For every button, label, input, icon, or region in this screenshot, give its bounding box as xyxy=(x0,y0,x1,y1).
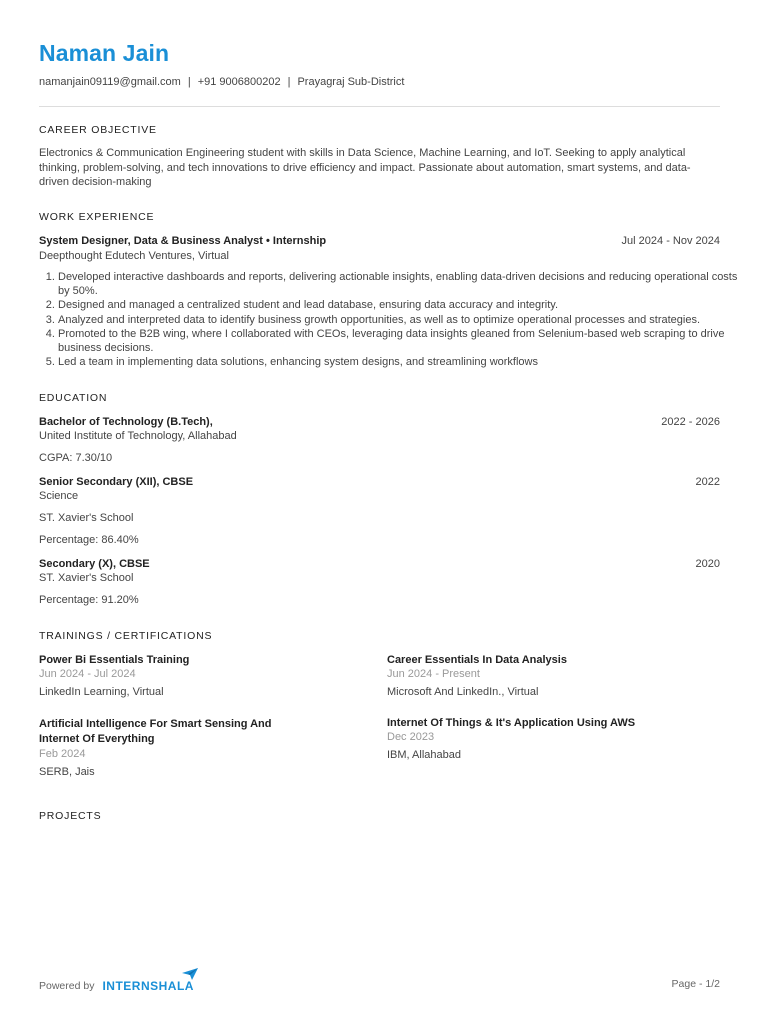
footer-powered-by xyxy=(39,979,194,993)
xii-degree: Senior Secondary (XII), CBSE xyxy=(39,476,194,488)
location: Prayagraj Sub-District xyxy=(297,76,405,88)
header-divider xyxy=(39,106,720,107)
training-org: SERB, Jais xyxy=(39,766,95,778)
email[interactable]: namanjain09119@gmail.com xyxy=(39,76,181,88)
section-title-career: CAREER OBJECTIVE xyxy=(39,124,157,136)
xii-stream: Science xyxy=(39,490,79,502)
candidate-name: Naman Jain xyxy=(39,40,170,66)
separator: | xyxy=(187,76,191,88)
section-title-education: EDUCATION xyxy=(39,392,108,404)
xii-school: ST. Xavier's School xyxy=(39,512,134,524)
btech-years: 2022 - 2026 xyxy=(661,416,720,428)
training-dates: Jun 2024 - Present xyxy=(387,668,480,680)
brand-part-a: INTERN xyxy=(102,979,151,993)
paper-plane-icon xyxy=(182,968,198,980)
internshala-logo[interactable] xyxy=(102,979,194,993)
training-dates: Feb 2024 xyxy=(39,748,86,760)
career-objective-text: Electronics & Communication Engineering student with skills in Data Science, Machine Learning, and IoT. Seeking to apply analytical thinking, problem-solving, and tech innovations to drive efficiency and impact. Passionate about automation, smart systems, and data-driven decision-making xyxy=(39,147,691,188)
training-dates: Jun 2024 - Jul 2024 xyxy=(39,668,136,680)
work-dates: Jul 2024 - Nov 2024 xyxy=(621,235,720,247)
btech-score: CGPA: 7.30/10 xyxy=(39,452,113,464)
training-name: Power Bi Essentials Training xyxy=(39,654,190,666)
separator: | xyxy=(287,76,291,88)
page-number: Page - 1/2 xyxy=(671,978,720,990)
list-item: 4. Promoted to the B2B wing, where I collaborated with CEOs, leveraging data insights gleaned from Selenium-based web scraping to drive business decisions. xyxy=(58,327,739,355)
section-title-projects: PROJECTS xyxy=(39,810,102,822)
work-bullets xyxy=(39,270,739,369)
training-item xyxy=(39,654,339,698)
training-org: IBM, Allahabad xyxy=(387,749,461,761)
training-item xyxy=(387,654,717,698)
training-dates: Dec 2023 xyxy=(387,731,435,743)
powered-by-label: Powered by xyxy=(39,980,95,992)
contact-line xyxy=(39,76,404,88)
training-name: Internet Of Things & It's Application Using AWS xyxy=(387,717,636,729)
training-org: Microsoft And LinkedIn., Virtual xyxy=(387,686,539,698)
training-name: Career Essentials In Data Analysis xyxy=(387,654,567,666)
phone[interactable]: +91 9006800202 xyxy=(197,76,281,88)
section-title-work: WORK EXPERIENCE xyxy=(39,211,155,223)
section-title-trainings: TRAININGS / CERTIFICATIONS xyxy=(39,630,213,642)
training-name: Artificial Intelligence For Smart Sensing And Internet Of Everything xyxy=(39,718,272,745)
x-degree: Secondary (X), CBSE xyxy=(39,558,150,570)
xii-score: Percentage: 86.40% xyxy=(39,534,139,546)
x-year: 2020 xyxy=(695,558,720,570)
training-org: LinkedIn Learning, Virtual xyxy=(39,686,164,698)
x-score: Percentage: 91.20% xyxy=(39,594,139,606)
training-item xyxy=(39,717,289,778)
btech-degree: Bachelor of Technology (B.Tech), xyxy=(39,416,213,428)
list-item: 5. Led a team in implementing data solutions, enhancing system designs, and streamlining workflows xyxy=(58,355,739,369)
work-company: Deepthought Edutech Ventures, Virtual xyxy=(39,250,229,262)
brand-part-b: SHALA xyxy=(150,979,194,993)
x-school: ST. Xavier's School xyxy=(39,572,134,584)
btech-school: United Institute of Technology, Allahabad xyxy=(39,430,237,442)
training-item xyxy=(387,717,717,761)
xii-year: 2022 xyxy=(695,476,720,488)
list-item: 2. Designed and managed a centralized student and lead database, ensuring data accuracy and integrity. xyxy=(58,298,739,312)
work-role: System Designer, Data & Business Analyst • Internship xyxy=(39,235,327,247)
list-item: 1. Developed interactive dashboards and reports, delivering actionable insights, enabling data-driven decisions and reducing operational costs by 50%. xyxy=(58,270,739,298)
list-item: 3. Analyzed and interpreted data to identify business growth opportunities, as well as to optimize operational processes and strategies. xyxy=(58,313,739,327)
